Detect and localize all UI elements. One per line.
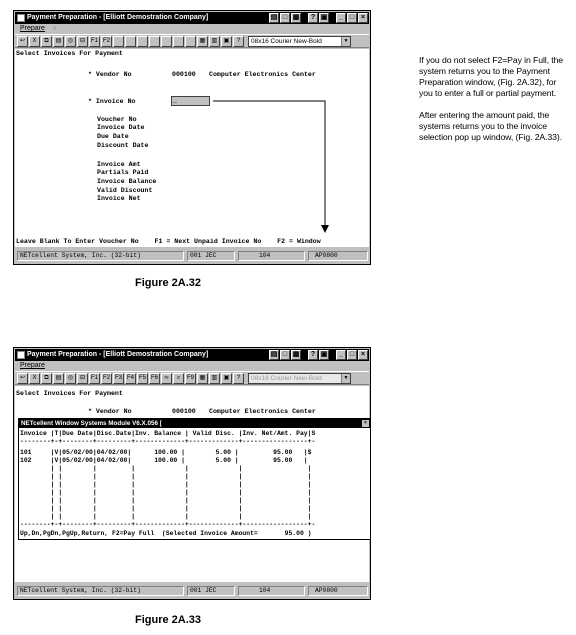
binoculars-icon[interactable]: ∞ [161,373,172,384]
table-row-empty: | | | | | | | [20,473,312,480]
print-icon[interactable]: ▣ [221,36,232,47]
terminal-screen [15,49,369,247]
table-row-empty: | | | | | | | [20,489,312,496]
vendor-name: Computer Electronics Center [209,71,316,78]
table-row-empty: | | | | | | | [20,513,312,520]
table-header: Invoice |T|Due Date|Disc.Date|Inv. Balance | Valid Disc. |Inv. Net/Amt. Pay|S [20,430,316,437]
field-invoice-balance: Invoice Balance [97,178,157,185]
toolbar [15,371,369,385]
field-voucher-no: Voucher No [97,116,137,123]
edit-icon[interactable]: ⊟ [77,36,88,47]
notes-icon[interactable]: ▦ [197,373,208,384]
trash-icon[interactable]: ▥ [209,373,220,384]
info-icon[interactable]: ? [308,350,318,360]
invoice-selection-popup [18,418,371,540]
f1-button[interactable]: F1 [89,373,100,384]
trash-icon[interactable]: ▥ [209,36,220,47]
menu-prepare[interactable]: Prepare [20,362,45,369]
field-invoice-amt: Invoice Amt [97,161,141,168]
layout-icon[interactable]: ▤ [270,351,278,358]
f9-button[interactable]: F9 [185,373,196,384]
close-button[interactable]: × [358,350,368,360]
copy-icon[interactable]: ⧉ [41,36,52,47]
hint-line: Leave Blank To Enter Voucher No F1 = Next Unpaid Invoice No F2 = Window [16,238,321,245]
window-title: Payment Preparation - [Elliott Demostration Company] [27,14,209,21]
f9-button [185,36,196,47]
side-paragraph-1: If you do not select F2=Pay in Full, the system returns you to the Payment Preparation window, (Fig. 2A.32), for you to enter a full or partial payment. [419,55,564,98]
paste-icon[interactable]: ▤ [53,36,64,47]
paste-icon[interactable]: ▤ [53,373,64,384]
close-button[interactable]: × [358,13,368,23]
f6-button[interactable]: F6 [149,373,160,384]
side-explanation [419,55,569,154]
menu-prepare[interactable]: Prepare [20,25,45,32]
f6-button [149,36,160,47]
table-row-empty: | | | | | | | [20,481,312,488]
status-bar [15,584,369,598]
payment-preparation-window-fig32 [13,10,371,265]
field-partials-paid: Partials Paid [97,169,149,176]
vendor-number: 000100 [172,408,196,415]
tile-icon[interactable]: □ [280,350,290,360]
vendor-number: 000100 [172,71,196,78]
system-menu-icon[interactable] [17,14,25,22]
vendor-name: Computer Electronics Center [209,408,316,415]
status-company: NETcellent System, Inc. (32-bit) [17,586,184,596]
f4-button[interactable]: F4 [125,373,136,384]
f2-button[interactable]: F2 [101,373,112,384]
f5-button [137,36,148,47]
print-icon[interactable]: ▣ [320,351,328,358]
window-title: Payment Preparation - [Elliott Demostration Company] [27,351,209,358]
f5-button[interactable]: F5 [137,373,148,384]
system-menu-icon[interactable] [17,351,25,359]
table-row[interactable]: 102 |V|05/02/00|04/02/00| 100.00 | 5.00 | 95.00 | [20,457,308,464]
status-company: NETcellent System, Inc. (32-bit) [17,251,184,261]
f3-button [113,36,124,47]
title-bar [15,349,369,361]
status-user: 001 JEC [187,586,235,596]
f2-button[interactable]: F2 [101,36,112,47]
binoculars-icon [161,36,172,47]
status-user: 001 JEC [187,251,235,261]
invoice-label: * Invoice No [88,98,136,105]
vendor-label: * Vendor No [88,408,132,415]
undo-icon[interactable]: ↩ [17,36,28,47]
help-icon[interactable]: ? [233,373,244,384]
print-icon[interactable]: ▣ [320,14,328,21]
status-program: AP0800 [308,251,368,261]
f3-button[interactable]: F3 [113,373,124,384]
find-icon[interactable]: ◎ [65,36,76,47]
font-select[interactable] [248,36,351,47]
table-separator: --------+-+--------+---------+-------------+-------------+-----------------+- [20,521,316,528]
figure-caption-2a32: Figure 2A.32 [135,277,202,289]
maximize-button[interactable]: □ [347,350,357,360]
table-row-empty: | | | | | | | [20,497,312,504]
layout-icon[interactable]: ▤ [270,14,278,21]
side-paragraph-2: After entering the amount paid, the systems returns you to the invoice selection pop up window, (Fig. 2A.33). [419,110,563,142]
chevron-down-icon: ▼ [341,374,350,383]
menu-more: » [52,25,57,32]
table-row[interactable]: 101 |V|05/02/00|04/02/00| 100.00 | 5.00 | 95.00 |$ [20,449,312,456]
minimize-button[interactable]: _ [336,350,346,360]
font-select [248,373,351,384]
font-select-value: 08x16 Courier New-Bold [251,375,322,382]
minimize-button[interactable]: _ [336,13,346,23]
popup-hint-line: Up,Dn,PgDn,PgUp,Return, F2=Pay Full (Selected Invoice Amount= 95.00 ) [20,530,312,537]
field-discount-date: Discount Date [97,142,149,149]
status-bar [15,249,369,263]
f1-button[interactable]: F1 [89,36,100,47]
menu-bar [15,24,369,34]
font-select-value: 08x16 Courier New-Bold [251,38,322,45]
edit-icon[interactable]: ⊟ [77,373,88,384]
terminal-screen [15,386,369,582]
calculator-icon[interactable]: ▦ [292,351,300,358]
status-code: 104 [238,251,305,261]
invoice-number-value: _ [173,97,177,104]
screen-heading: Select Invoices For Payment [16,390,123,397]
field-invoice-date: Invoice Date [97,124,145,131]
print-icon[interactable]: ▣ [221,373,232,384]
table-separator: --------+-+--------+---------+-------------+-------------+-----------------+- [20,438,316,445]
field-invoice-net: Invoice Net [97,195,141,202]
cut-icon[interactable]: X [29,373,40,384]
annotation-arrow-icon [15,49,371,247]
status-program: AP0800 [308,586,368,596]
field-valid-discount: Valid Discount [97,187,153,194]
vendor-label: * Vendor No [88,71,132,78]
popup-title-text: NETcellent Window Systems Module V6.X.056 [ [21,420,162,427]
table-row-empty: | | | | | | | [20,505,312,512]
popup-title [19,419,370,428]
find-icon[interactable]: ◎ [65,373,76,384]
close-icon[interactable]: × [362,420,369,427]
copy-icon[interactable]: ⧉ [41,373,52,384]
zoom-icon[interactable]: ⌕ [173,373,184,384]
f4-button [125,36,136,47]
chevron-down-icon[interactable]: ▼ [341,37,350,46]
title-bar [15,12,369,24]
table-row-empty: | | | | | | | [20,465,312,472]
notes-icon[interactable]: ▦ [197,36,208,47]
payment-preparation-window-fig33 [13,347,371,600]
zoom-icon [173,36,184,47]
help-icon[interactable]: ? [233,36,244,47]
screen-heading: Select Invoices For Payment [16,50,123,57]
cut-icon[interactable]: X [29,36,40,47]
calculator-icon[interactable]: ▦ [292,14,300,21]
tile-icon[interactable]: □ [280,13,290,23]
maximize-button[interactable]: □ [347,13,357,23]
undo-icon[interactable]: ↩ [17,373,28,384]
status-code: 104 [238,586,305,596]
field-due-date: Due Date [97,133,129,140]
info-icon[interactable]: ? [308,13,318,23]
toolbar [15,34,369,48]
figure-caption-2a33: Figure 2A.33 [135,614,202,626]
menu-bar [15,361,369,371]
